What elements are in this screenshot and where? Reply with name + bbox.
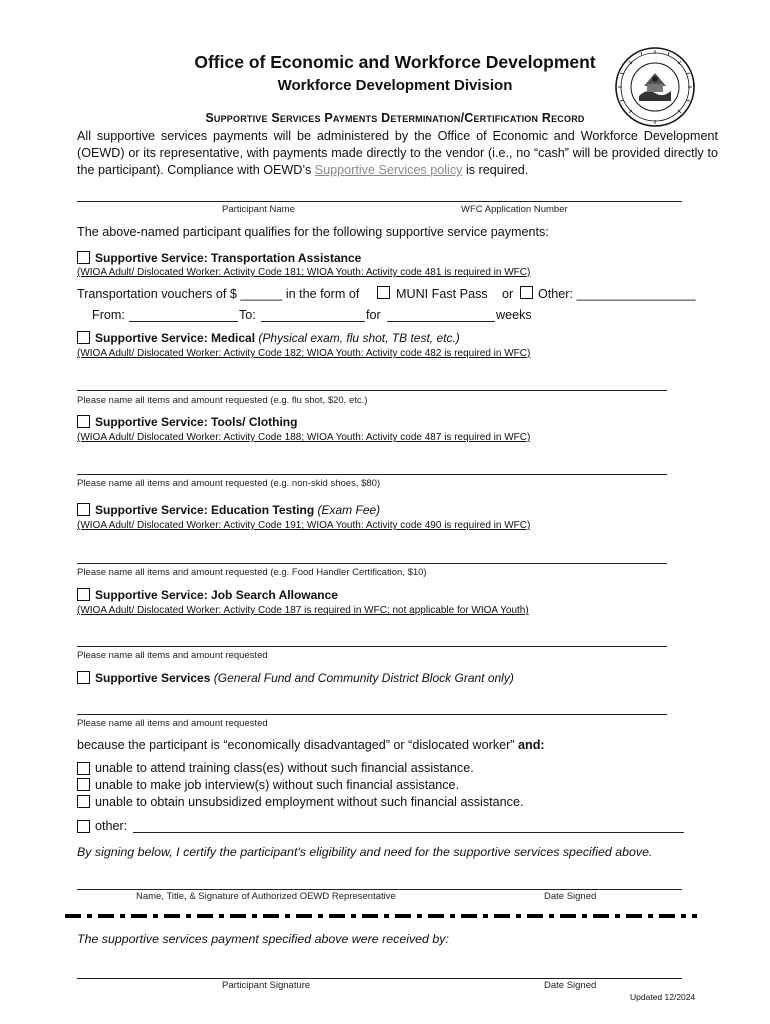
document-title-text: Supportive Services Payments Determination/Certification Record <box>205 111 585 125</box>
document-title <box>0 111 770 125</box>
transportation-checkbox[interactable] <box>77 251 90 264</box>
education-items-caption: Please name all items and amount requested (e.g. Food Handler Certification, $10) <box>77 567 427 578</box>
education-activity-code: (WIOA Adult/ Dislocated Worker: Activity Code 191; WIOA Youth: Activity code 490 is required in WFC) <box>77 520 531 531</box>
muni-fast-pass-checkbox[interactable] <box>377 286 390 299</box>
or-text: or <box>502 287 514 301</box>
cut-line-divider <box>65 913 697 919</box>
medical-activity-code: (WIOA Adult/ Dislocated Worker: Activity Code 182; WIOA Youth: Activity code 482 is required in WFC) <box>77 348 531 359</box>
weeks-field[interactable] <box>387 321 495 322</box>
vouchers-text: Transportation vouchers of $ ______ in the form of <box>77 287 360 301</box>
job-search-title: Supportive Service: Job Search Allowance <box>95 588 338 602</box>
tools-items-caption: Please name all items and amount requested (e.g. non-skid shoes, $80) <box>77 478 381 489</box>
other-transport-label: Other: _________________ <box>538 287 696 301</box>
participant-signature-line[interactable] <box>77 978 682 979</box>
to-label: To: <box>239 308 256 322</box>
education-testing-checkbox[interactable] <box>77 503 90 516</box>
education-title-text: Supportive Service: Education Testing <box>95 503 315 517</box>
tools-clothing-checkbox[interactable] <box>77 415 90 428</box>
job-search-items-field[interactable] <box>77 646 667 647</box>
medical-title-note: (Physical exam, flu shot, TB test, etc.) <box>258 331 460 345</box>
general-title-text: Supportive Services <box>95 671 211 685</box>
oewd-signature-line[interactable] <box>77 889 682 890</box>
medical-checkbox[interactable] <box>77 331 90 344</box>
reason-employment-label: unable to obtain unsubsidized employment without such financial assistance. <box>95 795 524 809</box>
from-field[interactable] <box>129 321 238 322</box>
participant-line[interactable] <box>77 201 682 202</box>
transportation-title: Supportive Service: Transportation Assistance <box>95 251 362 265</box>
office-title: Office of Economic and Workforce Development <box>194 52 596 72</box>
muni-fast-pass-label: MUNI Fast Pass <box>396 287 488 301</box>
certify-statement: By signing below, I certify the participant's eligibility and need for the supportive services specified above. <box>77 845 653 859</box>
education-items-field[interactable] <box>77 563 667 564</box>
reason-interview-checkbox[interactable] <box>77 778 90 791</box>
general-items-caption: Please name all items and amount requested <box>77 718 268 729</box>
supportive-services-policy-link[interactable]: Supportive Services policy <box>314 163 463 177</box>
reason-other-checkbox[interactable] <box>77 820 90 833</box>
reason-employment-checkbox[interactable] <box>77 795 90 808</box>
other-transport-checkbox[interactable] <box>520 286 533 299</box>
weeks-label: weeks <box>496 308 532 322</box>
general-fund-checkbox[interactable] <box>77 671 90 684</box>
general-fund-title <box>95 671 514 685</box>
medical-items-field[interactable] <box>77 390 667 391</box>
oewd-signature-label: Name, Title, & Signature of Authorized OEWD Representative <box>136 891 396 902</box>
job-search-items-caption: Please name all items and amount requested <box>77 650 268 661</box>
general-items-field[interactable] <box>77 714 667 715</box>
wfc-application-label: WFC Application Number <box>461 204 568 215</box>
because-text <box>77 738 545 752</box>
education-testing-title <box>95 503 380 517</box>
transportation-activity-code: (WIOA Adult/ Dislocated Worker: Activity Code 181; WIOA Youth: Activity code 481 is required in WFC) <box>77 267 531 278</box>
reason-other-label: other: <box>95 819 128 833</box>
participant-name-label: Participant Name <box>222 204 295 215</box>
updated-date: Updated 12/2024 <box>630 992 696 1002</box>
intro-text: All supportive services payments will be administered by the Office of Economic and Workforce Development (OEWD) or its representative, with payments made directly to the vendor (i.e., no “cash” will be provided directly to the participant). Compliance with OEWD’s <box>77 129 718 177</box>
oewd-date-label: Date Signed <box>544 891 597 902</box>
from-label: From: <box>92 308 125 322</box>
medical-title <box>95 331 460 345</box>
intro-text-end: is required. <box>462 163 529 177</box>
for-label: for <box>366 308 381 322</box>
reason-interview-label: unable to make job interview(s) without such financial assistance. <box>95 778 460 792</box>
tools-activity-code: (WIOA Adult/ Dislocated Worker: Activity Code 188; WIOA Youth: Activity code 487 is required in WFC) <box>77 432 531 443</box>
reason-training-checkbox[interactable] <box>77 762 90 775</box>
received-by-text: The supportive services payment specified above were received by: <box>77 932 449 946</box>
job-search-checkbox[interactable] <box>77 588 90 601</box>
medical-items-caption: Please name all items and amount requested (e.g. flu shot, $20, etc.) <box>77 395 368 406</box>
tools-items-field[interactable] <box>77 474 667 475</box>
education-title-note: (Exam Fee) <box>317 503 381 517</box>
because-statement: because the participant is “economically disadvantaged” or “dislocated worker” <box>77 738 515 752</box>
participant-date-label: Date Signed <box>544 980 597 991</box>
division-subtitle: Workforce Development Division <box>277 77 513 94</box>
job-search-activity-code: (WIOA Adult/ Dislocated Worker: Activity Code 187 is required in WFC; not applicable for WIOA Youth) <box>77 605 529 616</box>
reason-other-field[interactable] <box>133 832 684 833</box>
to-field[interactable] <box>261 321 365 322</box>
intro-paragraph <box>77 128 718 179</box>
qualifies-text: The above-named participant qualifies for the following supportive service payments: <box>77 225 549 239</box>
participant-signature-label: Participant Signature <box>222 980 311 991</box>
because-and: and: <box>518 738 545 752</box>
medical-title-text: Supportive Service: Medical <box>95 331 256 345</box>
reason-training-label: unable to attend training class(es) without such financial assistance. <box>95 761 474 775</box>
general-title-note: (General Fund and Community District Block Grant only) <box>213 671 514 685</box>
tools-clothing-title: Supportive Service: Tools/ Clothing <box>95 415 298 429</box>
